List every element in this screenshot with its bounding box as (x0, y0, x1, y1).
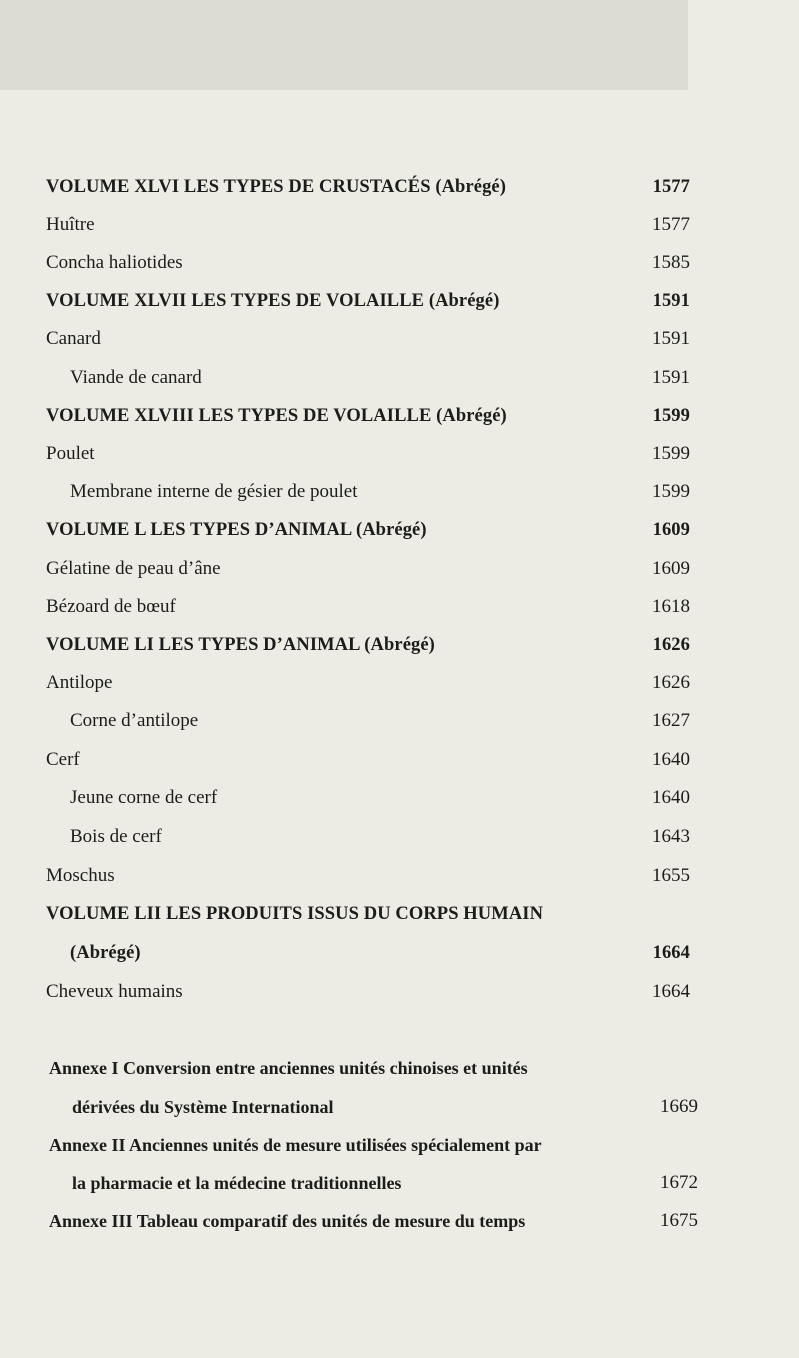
toc-page: 1591 (652, 291, 690, 311)
toc-page: 1591 (652, 328, 690, 349)
top-band (0, 0, 688, 90)
toc-label: Canard (46, 328, 101, 349)
toc-page: 1577 (652, 177, 690, 197)
toc-page: 1640 (652, 787, 690, 808)
toc-subentry-row[interactable] (0, 704, 799, 738)
toc-entry-row[interactable] (0, 666, 799, 700)
annex-label: la pharmacie et la médecine traditionnelles (72, 1173, 402, 1193)
toc-label: VOLUME XLVII LES TYPES DE VOLAILLE (Abrégé) (46, 291, 500, 311)
toc-page: 1664 (652, 981, 690, 1002)
toc-label: Jeune corne de cerf (70, 787, 218, 808)
toc-subentry-row[interactable] (0, 781, 799, 815)
toc-volume-row[interactable] (0, 399, 799, 433)
toc-subentry-row[interactable] (0, 475, 799, 509)
toc-label: VOLUME L LES TYPES D’ANIMAL (Abrégé) (46, 520, 427, 540)
toc-label: VOLUME LI LES TYPES D’ANIMAL (Abrégé) (46, 635, 435, 655)
toc-label: Corne d’antilope (70, 710, 199, 731)
toc-label: Huître (46, 214, 95, 235)
toc-volume-row[interactable] (0, 897, 799, 931)
toc-volume-row[interactable] (0, 284, 799, 318)
toc-entry-row[interactable] (0, 437, 799, 471)
toc-subentry-row[interactable] (0, 361, 799, 395)
toc-page: 1609 (652, 558, 690, 579)
toc-label: Concha haliotides (46, 252, 183, 273)
toc-page: 1599 (652, 443, 690, 464)
toc-label: Poulet (46, 443, 95, 464)
toc-entry-row[interactable] (0, 208, 799, 242)
toc-page: 1626 (652, 635, 690, 655)
toc-label: (Abrégé) (70, 943, 141, 963)
toc-page: 1609 (652, 520, 690, 540)
toc-page: 1591 (652, 367, 690, 388)
annex-page: 1672 (660, 1172, 698, 1193)
toc-page: 1618 (652, 596, 690, 617)
annex-label: Annexe I Conversion entre anciennes unités chinoises et unités (49, 1058, 528, 1078)
toc-page: 1664 (652, 943, 690, 963)
toc-label: Moschus (46, 865, 115, 886)
toc-entry-row[interactable] (0, 859, 799, 893)
toc-page: 1599 (652, 406, 690, 426)
annex-label: dérivées du Système International (72, 1097, 334, 1117)
toc-label: Viande de canard (70, 367, 202, 388)
toc-entry-row[interactable] (0, 552, 799, 586)
toc-page: 1577 (652, 214, 690, 235)
annex-page: 1669 (660, 1096, 698, 1117)
annex-label: Annexe III Tableau comparatif des unités de mesure du temps (49, 1211, 526, 1231)
toc-page: 1643 (652, 826, 690, 847)
toc-page: 1655 (652, 865, 690, 886)
toc-page: 1640 (652, 749, 690, 770)
toc-volume-row[interactable] (0, 513, 799, 547)
toc-volume-row[interactable] (0, 170, 799, 204)
annex-row[interactable] (0, 1204, 799, 1238)
toc-label: VOLUME XLVIII LES TYPES DE VOLAILLE (Abrégé) (46, 406, 507, 426)
annex-row[interactable] (0, 1051, 799, 1085)
annex-row[interactable] (0, 1128, 799, 1162)
toc-subentry-row[interactable] (0, 820, 799, 854)
toc-entry-row[interactable] (0, 975, 799, 1009)
toc-entry-row[interactable] (0, 743, 799, 777)
toc-label: Cheveux humains (46, 981, 183, 1002)
toc-volume-row-continued[interactable] (0, 936, 799, 970)
toc-label: Bois de cerf (70, 826, 162, 847)
annex-page: 1675 (660, 1210, 698, 1231)
toc-label: Membrane interne de gésier de poulet (70, 481, 358, 502)
toc-page: 1627 (652, 710, 690, 731)
toc-label: VOLUME XLVI LES TYPES DE CRUSTACÉS (Abrégé) (46, 177, 506, 197)
toc-label: Antilope (46, 672, 113, 693)
toc-entry-row[interactable] (0, 590, 799, 624)
annex-row-continued[interactable] (0, 1166, 799, 1200)
toc-entry-row[interactable] (0, 246, 799, 280)
toc-page: 1585 (652, 252, 690, 273)
toc-label: VOLUME LII LES PRODUITS ISSUS DU CORPS HUMAIN (46, 904, 544, 924)
toc-volume-row[interactable] (0, 628, 799, 662)
annex-row-continued[interactable] (0, 1090, 799, 1124)
toc-label: Cerf (46, 749, 80, 770)
toc-label: Gélatine de peau d’âne (46, 558, 221, 579)
toc-entry-row[interactable] (0, 322, 799, 356)
toc-page: 1599 (652, 481, 690, 502)
toc-page: 1626 (652, 672, 690, 693)
annex-label: Annexe II Anciennes unités de mesure utilisées spécialement par (49, 1135, 542, 1155)
toc-label: Bézoard de bœuf (46, 596, 176, 617)
